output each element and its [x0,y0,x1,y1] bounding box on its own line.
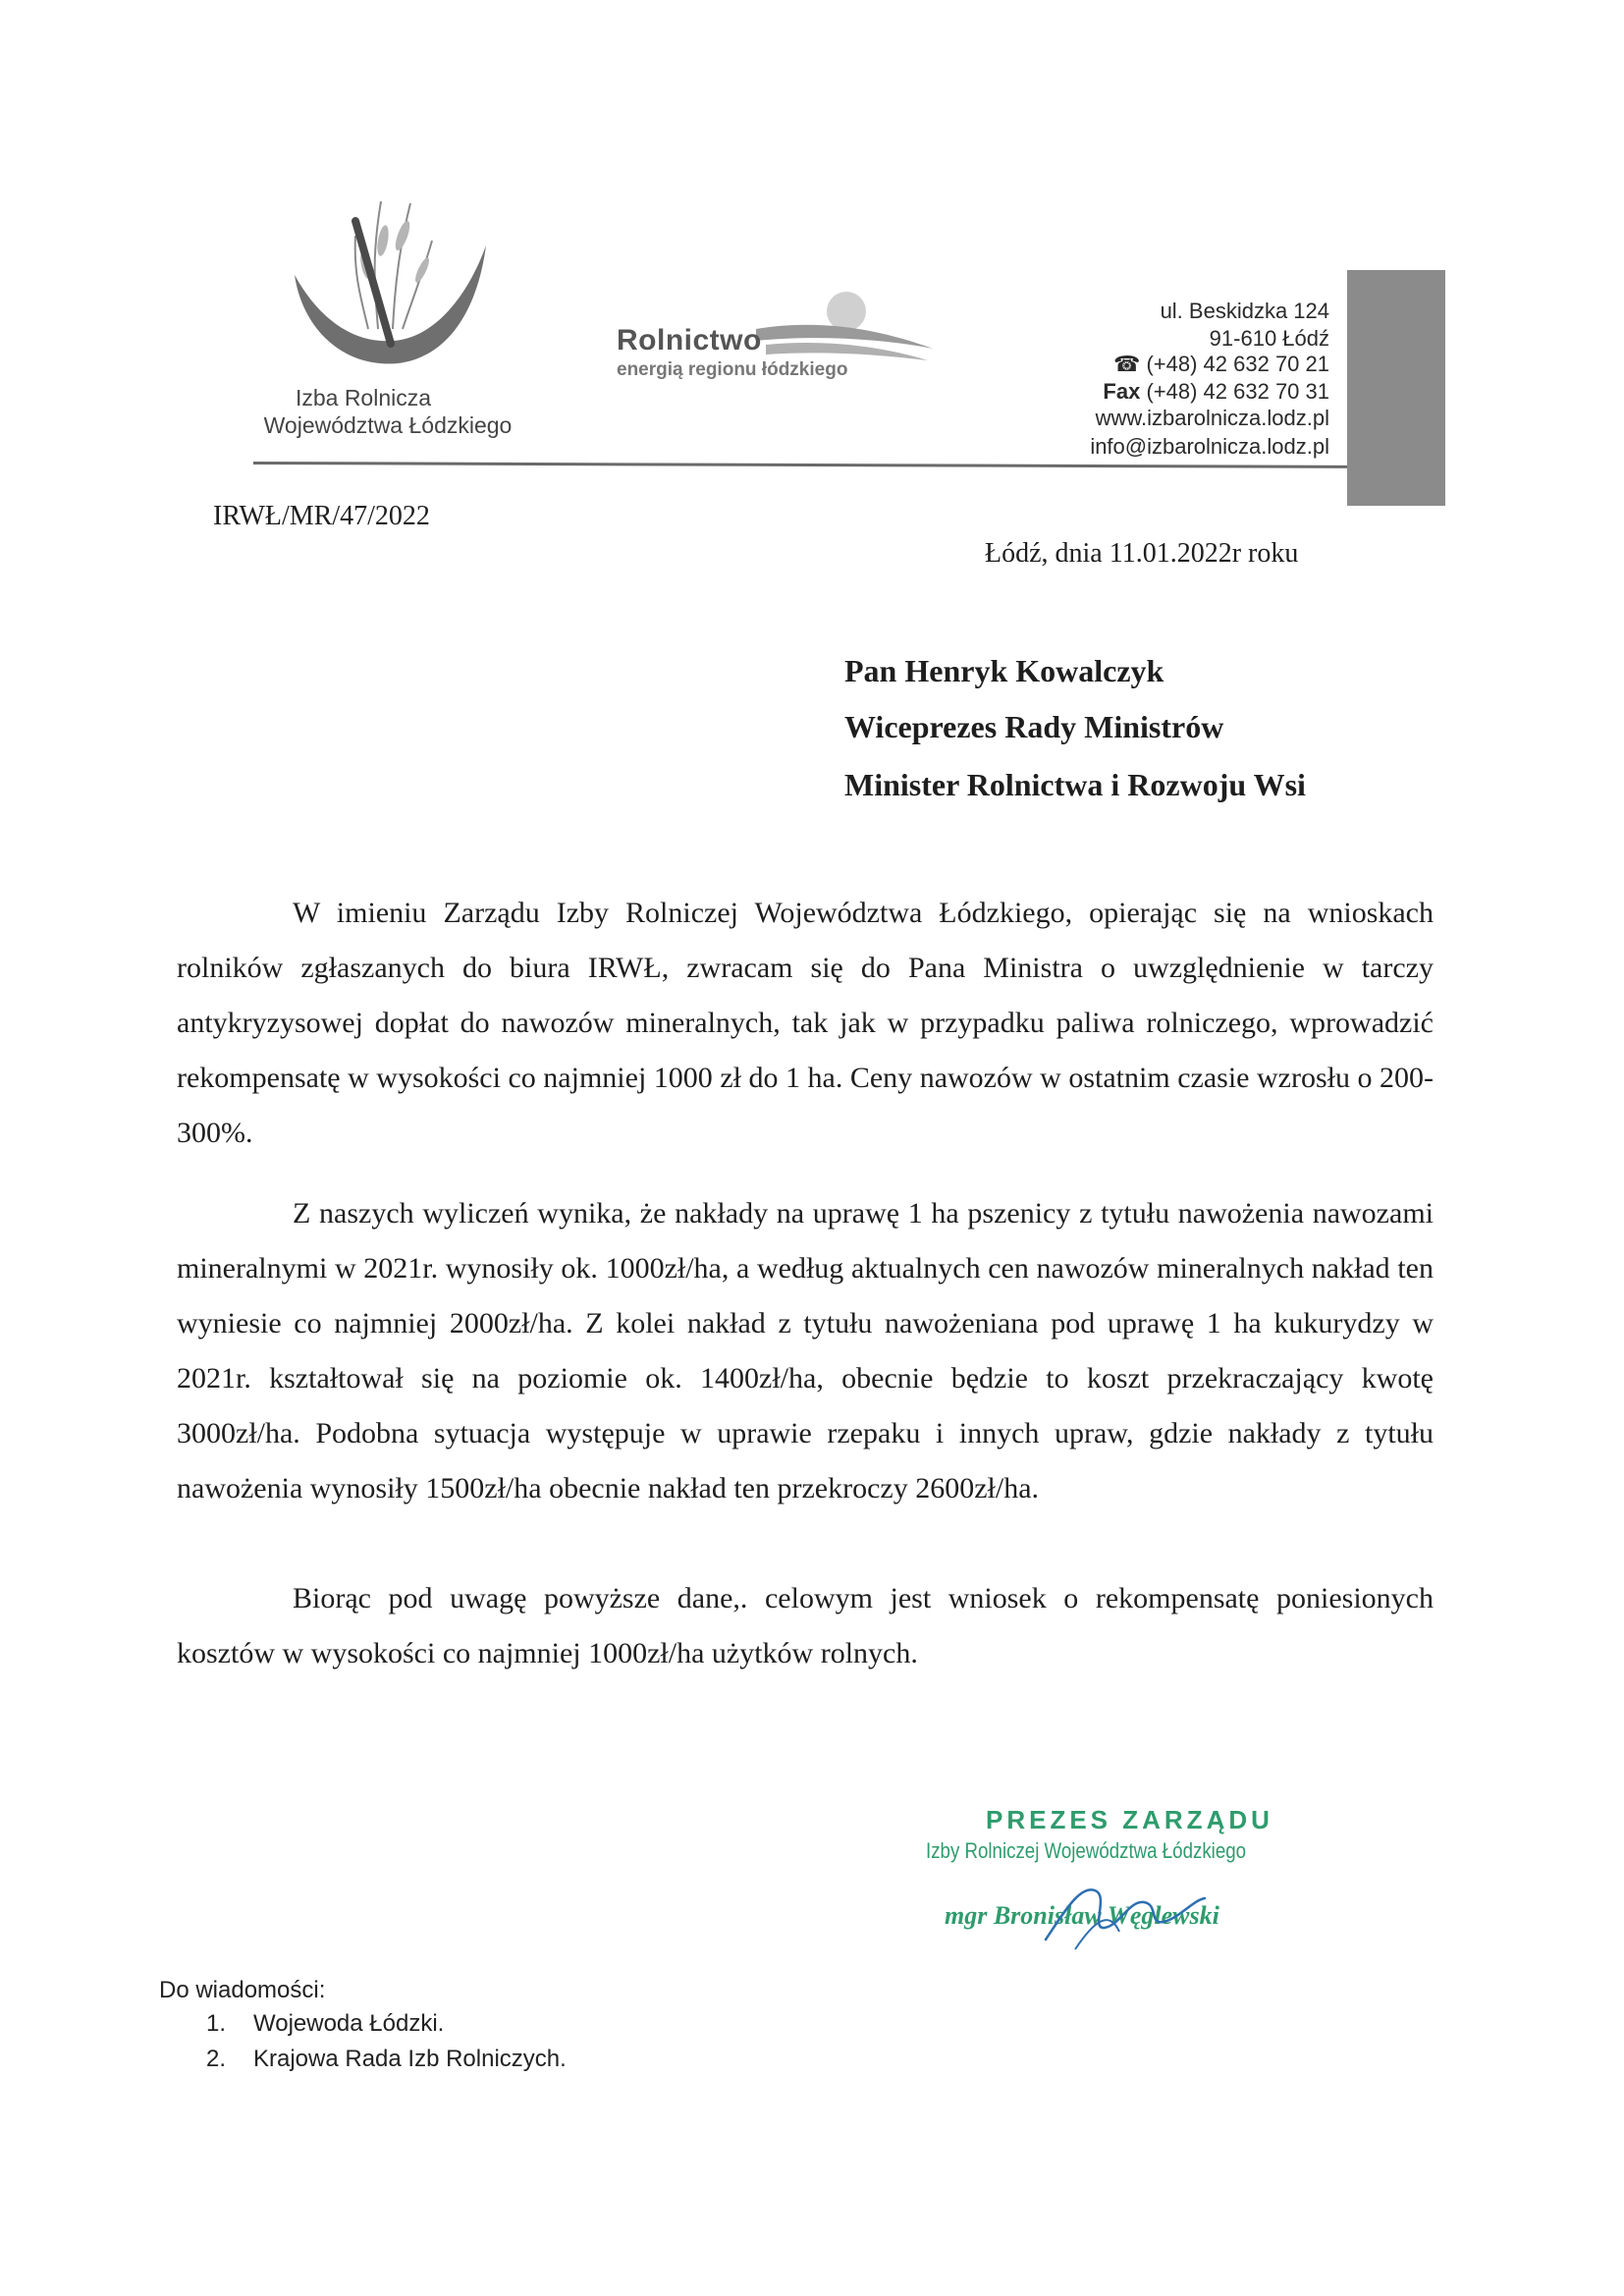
contact-phone-row [1015,351,1329,378]
body-paragraph-2: Z naszych wyliczeń wynika, że nakłady na uprawę 1 ha pszenicy z tytułu nawożenia nawozami mineralnymi w 2021r. wynosiły ok. 1000zł/ha, a według aktualnych cen nawozów mineralnych nakład ten wyniesie co najmniej 2000zł/ha. Z kolei nakład z tytułu nawożeniana pod uprawę 1 ha kukurydzy w 2021r. kształtował się na poziomie ok. 1400zł/ha, obecnie będzie to koszt przekraczający kwotę 3000zł/ha. Podobna sytuacja występuje w uprawie rzepaku i innych upraw, gdzie nakłady z tytułu nawożenia wynosiły 1500zł/ha obecnie nakład ten przekroczy 2600zł/ha. [177,1197,1434,1504]
recipient-name: Pan Henryk Kowalczyk [844,653,1164,688]
letterhead-accent-block [1347,270,1445,506]
stamp-title: PREZES ZARZĄDU [986,1805,1273,1834]
contact-phone: (+48) 42 632 70 21 [1146,352,1329,376]
stamp-signatory-name: mgr Bronisław Węglewski [945,1901,1219,1930]
telephone-icon: ☎ [1112,352,1147,376]
letter-date: Łódź, dnia 11.01.2022r roku [985,538,1299,569]
cc-list [206,2006,567,2077]
recipient-title-2: Minister Rolnictwa i Rozwoju Wsi [844,767,1306,802]
body-paragraph-3: Biorąc pod uwagę powyższe dane,. celowym jest wniosek o rekompensatę poniesionych kosztów w wysokości co najmniej 1000zł/ha użytków rolnych. [177,1582,1434,1669]
body-paragraph-1: W imieniu Zarządu Izby Rolniczej Województwa Łódzkiego, opierając się na wnioskach rolników zgłaszanych do biura IRWŁ, zwracam się do Pana Ministra o uwzględnienie w tarczy antykryzysowej dopłat do nawozów mineralnych, tak jak w przypadku paliwa rolniczego, wprowadzić rekompensatę w wysokości co najmniej 1000 zł do 1 ha. Ceny nawozów w ostatnim czasie wzrosłu o 200-300%. [177,897,1434,1149]
fax-label: Fax [1103,379,1141,404]
signature-icon [1036,1871,1213,1959]
cc-title: Do wiadomości: [159,1977,326,2003]
slogan-title: Rolnictwo [617,324,762,356]
stamp-organization: Izby Rolniczej Województwa Łódzkiego [926,1838,1247,1863]
org-name-line1: Izba Rolnicza [295,385,432,410]
chamber-logo-icon [285,182,501,378]
reference-number: IRWŁ/MR/47/2022 [213,501,430,531]
letterhead-divider [253,462,1347,468]
slogan-subtitle: energią regionu łódzkiego [617,359,848,380]
recipient-title-1: Wiceprezes Rady Ministrów [844,709,1224,744]
contact-fax: (+48) 42 632 70 31 [1146,379,1329,404]
list-item: 1. Wojewoda Łódzki. [206,2010,445,2037]
list-item: 2. Krajowa Rada Izb Rolniczych. [206,2046,567,2072]
contact-city: 91-610 Łódź [1209,326,1329,351]
contact-email: info@izbarolnicza.lodz.pl [1090,434,1329,459]
contact-street: ul. Beskidzka 124 [1160,299,1329,323]
contact-website: www.izbarolnicza.lodz.pl [1095,406,1329,430]
org-name-line2: Województwa Łódzkiego [263,412,513,438]
contact-fax-row [1015,378,1329,406]
